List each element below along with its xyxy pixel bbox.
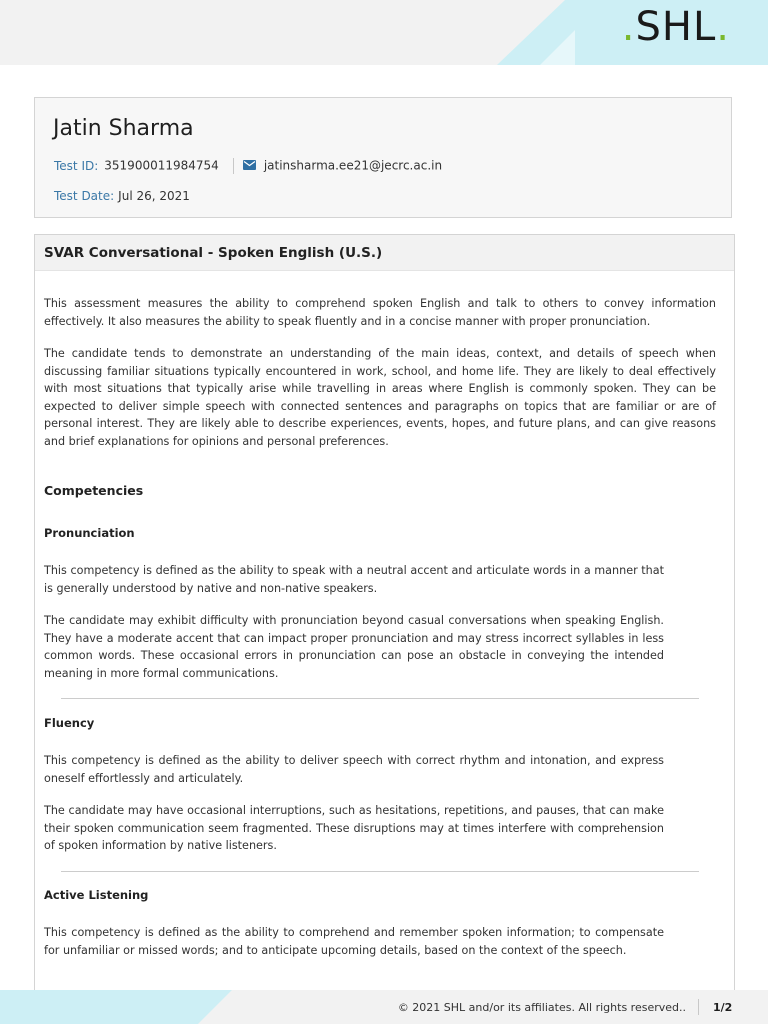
section-title: SVAR Conversational - Spoken English (U.S.) [44,245,383,261]
meta-separator [233,158,234,174]
competencies-heading: Competencies [44,483,144,498]
copyright-text: © 2021 SHL and/or its affiliates. All rights reserved.. [397,1001,686,1014]
test-id-value: 351900011984754 [104,158,219,173]
footer-separator [698,999,699,1015]
section-header [35,235,734,271]
competency-title-active-listening: Active Listening [44,888,149,902]
divider [61,698,699,699]
test-id-row [54,158,442,174]
intro-paragraph-1: This assessment measures the ability to comprehend spoken English and talk to others to convey information effectively. It also measures the ability to speak fluently and in a concise manner with proper pronunciation. [44,297,716,328]
assessment-section [34,234,735,994]
competency-result-fluency: The candidate may have occasional interruptions, such as hesitations, repetitions, and pauses, that can make their spoken communication seem fragmented. These disruptions may at times interfere with comprehension of spoken information by native listeners. [44,804,664,853]
competency-definition-active-listening: This competency is defined as the ability to comprehend and remember spoken information; to compensate for unfamiliar or missed words; and to anticipate upcoming details, based on the context of the speech. [44,926,664,957]
divider [61,871,699,872]
candidate-name: Jatin Sharma [53,116,194,141]
competency-title-fluency: Fluency [44,716,95,730]
test-date-label: Test Date: [54,189,115,203]
competency-title-pronunciation: Pronunciation [44,526,135,540]
competency-definition-pronunciation: This competency is defined as the ability to speak with a neutral accent and articulate words in a manner that is generally understood by native and non-native speakers. [44,564,664,595]
page-number: 1/2 [713,1001,733,1014]
competency-definition-fluency: This competency is defined as the ability to deliver speech with correct rhythm and intonation, and express oneself effortlessly and articulately. [44,754,664,785]
competency-result-pronunciation: The candidate may exhibit difficulty with pronunciation beyond casual conversations when speaking English. They have a moderate accent that can impact proper pronunciation and may stress incorrect syllables in less common words. These occasional errors in pronunciation can pose an obstacle in conveying the intended meaning in more formal communications. [44,614,664,680]
test-id-label: Test ID: [54,158,99,173]
test-date-row [54,189,190,203]
intro-paragraph-2: The candidate tends to demonstrate an understanding of the main ideas, context, and details of speech when discussing familiar situations typically encountered in work, school, and home life. They are likely to deal effectively with most situations that typically arise while travelling in areas where English is commonly spoken. They can be expected to deliver simple speech with connected sentences and paragraphs on topics that are familiar or are of personal interest. They are likely able to describe experiences, events, hopes, and future plans, and can give reasons and brief explanations for opinions and personal preferences. [44,347,716,448]
header-band [0,0,768,65]
candidate-email[interactable]: jatinsharma.ee21@jecrc.ac.in [263,158,443,173]
candidate-card [34,97,732,218]
footer [0,990,768,1024]
test-date-value: Jul 26, 2021 [118,189,190,203]
email-icon [243,159,256,173]
shl-logo: .SHL. [621,4,730,50]
